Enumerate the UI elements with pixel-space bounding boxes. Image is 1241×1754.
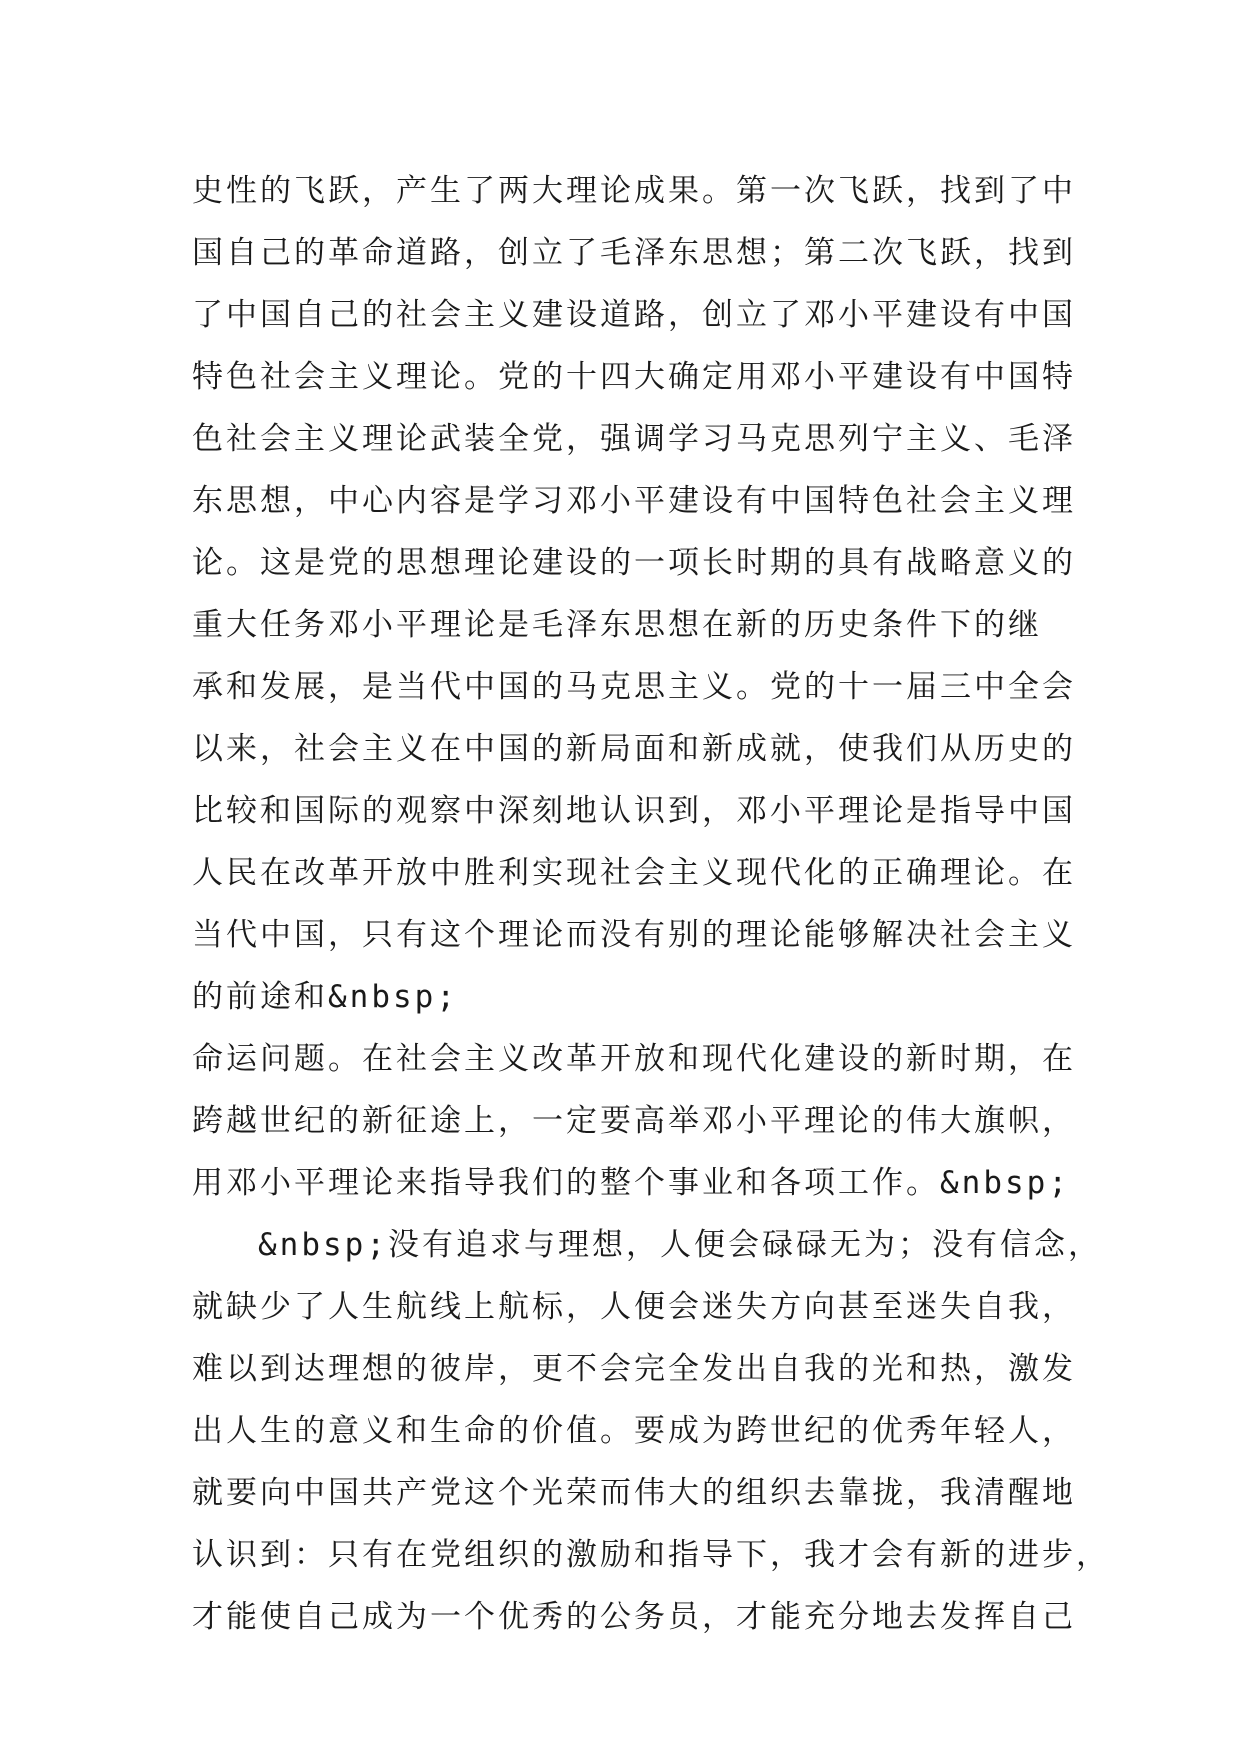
text-line: 比较和国际的观察中深刻地认识到，邓小平理论是指导中国 [192,793,1076,829]
text-line: 了中国自己的社会主义建设道路，创立了邓小平建设有中国 [192,297,1076,333]
text-line: 出人生的意义和生命的价值。要成为跨世纪的优秀年轻人， [192,1413,1076,1449]
text-line: 当代中国，只有这个理论而没有别的理论能够解决社会主义 [192,917,1076,953]
text-line: 就缺少了人生航线上航标，人便会迷失方向甚至迷失自我， [192,1289,1076,1325]
text-line: 难以到达理想的彼岸，更不会完全发出自我的光和热，激发 [192,1351,1076,1387]
text-line: 特色社会主义理论。党的十四大确定用邓小平建设有中国特 [192,359,1076,395]
text-line: 以来，社会主义在中国的新局面和新成就，使我们从历史的 [192,731,1076,767]
text-line: 重大任务邓小平理论是毛泽东思想在新的历史条件下的继 [192,607,1042,643]
text-line: 人民在改革开放中胜利实现社会主义现代化的正确理论。在 [192,855,1076,891]
text-line: 用邓小平理论来指导我们的整个事业和各项工作。&nbsp; [192,1165,1070,1201]
text-line: 国自己的革命道路，创立了毛泽东思想；第二次飞跃，找到 [192,235,1076,271]
text-line: 史性的飞跃，产生了两大理论成果。第一次飞跃，找到了中 [192,173,1076,209]
text-line: 跨越世纪的新征途上，一定要高举邓小平理论的伟大旗帜， [192,1103,1076,1139]
text-line: 认识到：只有在党组织的激励和指导下，我才会有新的进步， [192,1537,1110,1573]
text-line: 论。这是党的思想理论建设的一项长时期的具有战略意义的 [192,545,1076,581]
text-line: 的前途和&nbsp; [192,979,458,1015]
text-line: 承和发展，是当代中国的马克思主义。党的十一届三中全会 [192,669,1076,705]
body-text [192,160,1110,1648]
text-line: 东思想，中心内容是学习邓小平建设有中国特色社会主义理 [192,483,1076,519]
text-line: 就要向中国共产党这个光荣而伟大的组织去靠拢，我清醒地 [192,1475,1076,1511]
text-line: 才能使自己成为一个优秀的公务员，才能充分地去发挥自己 [192,1599,1076,1635]
text-line: 命运问题。在社会主义改革开放和现代化建设的新时期，在 [192,1041,1076,1077]
paragraph-start-line: &nbsp;没有追求与理想，人便会碌碌无为；没有信念， [258,1227,1102,1263]
text-line: 色社会主义理论武装全党，强调学习马克思列宁主义、毛泽 [192,421,1076,457]
